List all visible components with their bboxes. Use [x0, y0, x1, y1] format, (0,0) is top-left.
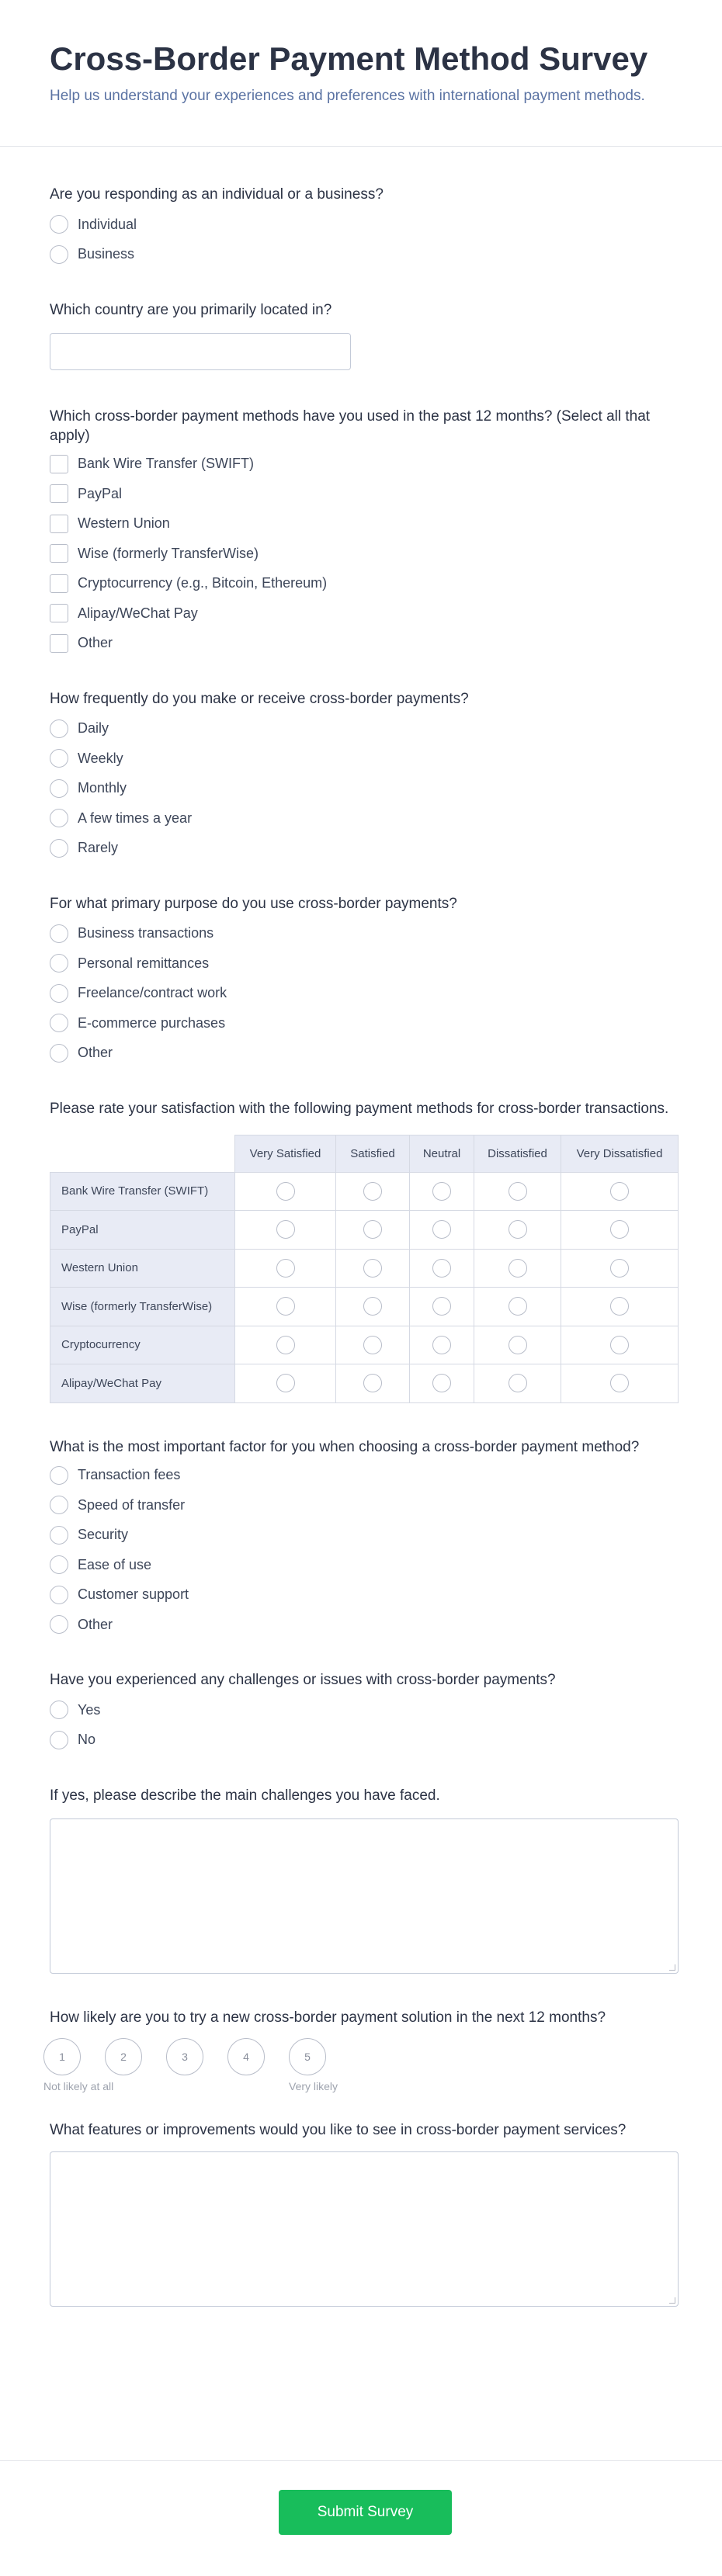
- matrix-radio[interactable]: [610, 1259, 629, 1278]
- radio-button[interactable]: [50, 1701, 68, 1719]
- page-title: Cross-Border Payment Method Survey: [50, 40, 648, 77]
- option-label: A few times a year: [78, 810, 193, 826]
- checkbox-group: [50, 455, 672, 653]
- option-label: Other: [78, 1045, 113, 1060]
- matrix-radio[interactable]: [509, 1297, 527, 1316]
- satisfaction-matrix: [50, 1135, 679, 1403]
- option-label: Alipay/WeChat Pay: [78, 605, 198, 621]
- radio-option-yes[interactable]: [50, 1701, 672, 1719]
- option-label: PayPal: [78, 485, 123, 501]
- matrix-column-header: Dissatisfied: [474, 1135, 561, 1172]
- question-label: Have you experienced any challenges or issues with cross-border payments?: [50, 1672, 556, 1688]
- matrix-radio[interactable]: [432, 1336, 451, 1354]
- matrix-radio[interactable]: [276, 1336, 295, 1354]
- option-label: Freelance/contract work: [78, 985, 227, 1000]
- option-label: Personal remittances: [78, 955, 210, 971]
- survey-form: [0, 185, 722, 2307]
- option-label: No: [78, 1732, 96, 1747]
- option-label: Ease of use: [78, 1556, 152, 1572]
- radio-option-few-times-year[interactable]: [50, 809, 672, 827]
- challenges-textarea[interactable]: [50, 1818, 679, 1974]
- radio-button[interactable]: [50, 1014, 68, 1032]
- option-label: Customer support: [78, 1586, 189, 1602]
- option-label: Bank Wire Transfer (SWIFT): [78, 456, 255, 471]
- matrix-radio[interactable]: [432, 1182, 451, 1201]
- question-label: If yes, please describe the main challenges you have faced.: [50, 1787, 440, 1804]
- radio-option-security[interactable]: [50, 1526, 672, 1545]
- matrix-row-label: Wise (formerly TransferWise): [50, 1288, 235, 1326]
- radio-button[interactable]: [50, 749, 68, 768]
- option-label: Daily: [78, 720, 109, 736]
- question-country: [50, 300, 672, 370]
- radio-option-ecommerce[interactable]: [50, 1014, 672, 1032]
- checkbox-option-other[interactable]: [50, 634, 672, 653]
- radio-option-ease[interactable]: [50, 1555, 672, 1574]
- matrix-row-label: Cryptocurrency: [50, 1326, 235, 1364]
- matrix-corner: [50, 1135, 235, 1172]
- radio-group: [50, 924, 672, 1063]
- radio-button[interactable]: [50, 719, 68, 738]
- checkbox-option-alipay[interactable]: [50, 604, 672, 622]
- radio-option-fees[interactable]: [50, 1466, 672, 1485]
- radio-option-other[interactable]: [50, 1044, 672, 1063]
- checkbox-option-paypal[interactable]: [50, 484, 672, 503]
- matrix-radio[interactable]: [610, 1297, 629, 1316]
- question-describe-challenges: [50, 1786, 672, 1974]
- question-frequency: [50, 689, 672, 858]
- matrix-row-label: Western Union: [50, 1249, 235, 1288]
- matrix-row-label: Alipay/WeChat Pay: [50, 1364, 235, 1403]
- option-label: Transaction fees: [78, 1467, 181, 1482]
- radio-button[interactable]: [50, 1731, 68, 1749]
- features-textarea[interactable]: [50, 2151, 679, 2307]
- radio-option-other[interactable]: [50, 1615, 672, 1634]
- matrix-radio[interactable]: [363, 1220, 382, 1239]
- option-label: Business: [78, 246, 135, 262]
- option-label: Yes: [78, 1701, 101, 1718]
- radio-button[interactable]: [50, 924, 68, 943]
- matrix-radio[interactable]: [509, 1336, 527, 1354]
- option-label: Security: [78, 1527, 129, 1542]
- matrix-radio[interactable]: [610, 1336, 629, 1354]
- radio-button[interactable]: [50, 984, 68, 1003]
- checkbox[interactable]: [50, 604, 68, 622]
- matrix-radio[interactable]: [432, 1374, 451, 1392]
- likelihood-scale: [43, 2038, 672, 2092]
- matrix-column-header: Neutral: [410, 1135, 474, 1172]
- question-label: For what primary purpose do you use cross-border payments?: [50, 895, 457, 912]
- checkbox[interactable]: [50, 515, 68, 533]
- matrix-radio[interactable]: [509, 1182, 527, 1201]
- matrix-radio[interactable]: [276, 1259, 295, 1278]
- checkbox[interactable]: [50, 455, 68, 473]
- checkbox[interactable]: [50, 634, 68, 653]
- question-label: What is the most important factor for you when choosing a cross-border payment method?: [50, 1438, 640, 1455]
- option-label: Rarely: [78, 840, 119, 855]
- question-label: What features or improvements would you like to see in cross-border payment services?: [50, 2121, 627, 2138]
- matrix-row: [50, 1364, 679, 1403]
- scale-option-3[interactable]: 3: [166, 2038, 203, 2075]
- radio-group: [50, 1466, 672, 1635]
- option-label: Cryptocurrency (e.g., Bitcoin, Ethereum): [78, 575, 328, 591]
- question-label: Which cross-border payment methods have you used in the past 12 months? (Select all that apply): [50, 407, 651, 444]
- radio-option-support[interactable]: [50, 1586, 672, 1604]
- question-challenges: [50, 1670, 672, 1749]
- option-label: Speed of transfer: [78, 1496, 186, 1513]
- scale-min-caption: Not likely at all: [43, 2079, 114, 2092]
- scale-option-1[interactable]: 1: [43, 2038, 81, 2075]
- radio-button[interactable]: [50, 954, 68, 973]
- radio-button[interactable]: [50, 839, 68, 858]
- checkbox-option-swift[interactable]: [50, 455, 672, 473]
- radio-option-personal-remittances[interactable]: [50, 954, 672, 973]
- radio-option-no[interactable]: [50, 1731, 672, 1749]
- question-purpose: [50, 894, 672, 1063]
- matrix-row: [50, 1172, 679, 1211]
- matrix-row: [50, 1211, 679, 1250]
- matrix-row: [50, 1249, 679, 1288]
- option-label: E-commerce purchases: [78, 1014, 226, 1031]
- matrix-radio[interactable]: [610, 1374, 629, 1392]
- checkbox[interactable]: [50, 484, 68, 503]
- option-label: Other: [78, 1616, 113, 1632]
- radio-button[interactable]: [50, 1586, 68, 1604]
- radio-group: [50, 215, 672, 264]
- question-features: [50, 2120, 672, 2307]
- matrix-radio[interactable]: [363, 1374, 382, 1392]
- matrix-radio[interactable]: [363, 1336, 382, 1354]
- radio-option-freelance[interactable]: [50, 984, 672, 1003]
- matrix-radio[interactable]: [432, 1220, 451, 1239]
- checkbox-option-wise[interactable]: [50, 544, 672, 563]
- checkbox[interactable]: [50, 544, 68, 563]
- country-input[interactable]: [50, 333, 351, 370]
- radio-option-daily[interactable]: [50, 719, 672, 738]
- option-label: Western Union: [78, 515, 170, 531]
- matrix-radio[interactable]: [276, 1220, 295, 1239]
- question-label: Are you responding as an individual or a business?: [50, 186, 384, 203]
- resize-handle-icon[interactable]: [669, 1964, 675, 1971]
- matrix-column-header: Very Dissatisfied: [561, 1135, 679, 1172]
- checkbox-option-crypto[interactable]: [50, 574, 672, 593]
- question-satisfaction-matrix: [50, 1099, 672, 1403]
- radio-option-monthly[interactable]: [50, 779, 672, 798]
- radio-button[interactable]: [50, 215, 68, 234]
- checkbox-option-western-union[interactable]: [50, 515, 672, 533]
- scale-max-caption: Very likely: [289, 2079, 338, 2092]
- matrix-radio[interactable]: [276, 1297, 295, 1316]
- page-description: Help us understand your experiences and preferences with international payment methods.: [50, 88, 645, 104]
- matrix-radio[interactable]: [509, 1259, 527, 1278]
- question-respondent-type: [50, 185, 672, 264]
- matrix-radio[interactable]: [509, 1220, 527, 1239]
- matrix-row: [50, 1326, 679, 1364]
- radio-option-business[interactable]: [50, 245, 672, 264]
- scale-option-4[interactable]: 4: [227, 2038, 265, 2075]
- matrix-column-header: Very Satisfied: [235, 1135, 336, 1172]
- radio-button[interactable]: [50, 245, 68, 264]
- form-header: [0, 0, 722, 147]
- question-methods-used: [50, 407, 672, 653]
- radio-button[interactable]: [50, 1526, 68, 1545]
- option-label: Other: [78, 635, 113, 650]
- question-label: Please rate your satisfaction with the following payment methods for cross-border transactions.: [50, 1100, 669, 1117]
- matrix-radio[interactable]: [610, 1220, 629, 1239]
- option-label: Monthly: [78, 780, 127, 796]
- matrix-radio[interactable]: [363, 1259, 382, 1278]
- scale-option-2[interactable]: 2: [105, 2038, 142, 2075]
- matrix-row: [50, 1288, 679, 1326]
- matrix-row-label: Bank Wire Transfer (SWIFT): [50, 1172, 235, 1211]
- form-footer: [0, 2460, 722, 2576]
- radio-button[interactable]: [50, 1466, 68, 1485]
- matrix-row-label: PayPal: [50, 1211, 235, 1250]
- matrix-radio[interactable]: [363, 1182, 382, 1201]
- question-label: How likely are you to try a new cross-border payment solution in the next 12 months?: [50, 2009, 606, 2026]
- resize-handle-icon[interactable]: [669, 2297, 675, 2304]
- radio-button[interactable]: [50, 779, 68, 798]
- radio-group: [50, 719, 672, 858]
- question-label: How frequently do you make or receive cross-border payments?: [50, 690, 469, 707]
- scale-option-5[interactable]: 5: [289, 2038, 326, 2075]
- option-label: Individual: [78, 216, 137, 232]
- radio-option-weekly[interactable]: [50, 749, 672, 768]
- matrix-radio[interactable]: [276, 1374, 295, 1392]
- radio-button[interactable]: [50, 1555, 68, 1574]
- question-likelihood: [43, 2008, 672, 2092]
- radio-group: [50, 1701, 672, 1749]
- radio-option-speed[interactable]: [50, 1496, 672, 1514]
- option-label: Weekly: [78, 750, 123, 766]
- question-important-factor: [50, 1437, 672, 1635]
- radio-button[interactable]: [50, 809, 68, 827]
- matrix-radio[interactable]: [432, 1297, 451, 1316]
- checkbox[interactable]: [50, 574, 68, 593]
- matrix-radio[interactable]: [432, 1259, 451, 1278]
- matrix-column-header: Satisfied: [336, 1135, 410, 1172]
- matrix-radio[interactable]: [509, 1374, 527, 1392]
- option-label: Wise (formerly TransferWise): [78, 545, 259, 561]
- radio-button[interactable]: [50, 1044, 68, 1063]
- matrix-radio[interactable]: [276, 1182, 295, 1201]
- radio-option-rarely[interactable]: [50, 839, 672, 858]
- radio-option-individual[interactable]: [50, 215, 672, 234]
- option-label: Business transactions: [78, 925, 214, 941]
- radio-button[interactable]: [50, 1496, 68, 1514]
- submit-button[interactable]: Submit Survey: [279, 2490, 452, 2535]
- matrix-radio[interactable]: [363, 1297, 382, 1316]
- radio-option-business-transactions[interactable]: [50, 924, 672, 943]
- matrix-radio[interactable]: [610, 1182, 629, 1201]
- radio-button[interactable]: [50, 1615, 68, 1634]
- question-label: Which country are you primarily located in?: [50, 301, 332, 318]
